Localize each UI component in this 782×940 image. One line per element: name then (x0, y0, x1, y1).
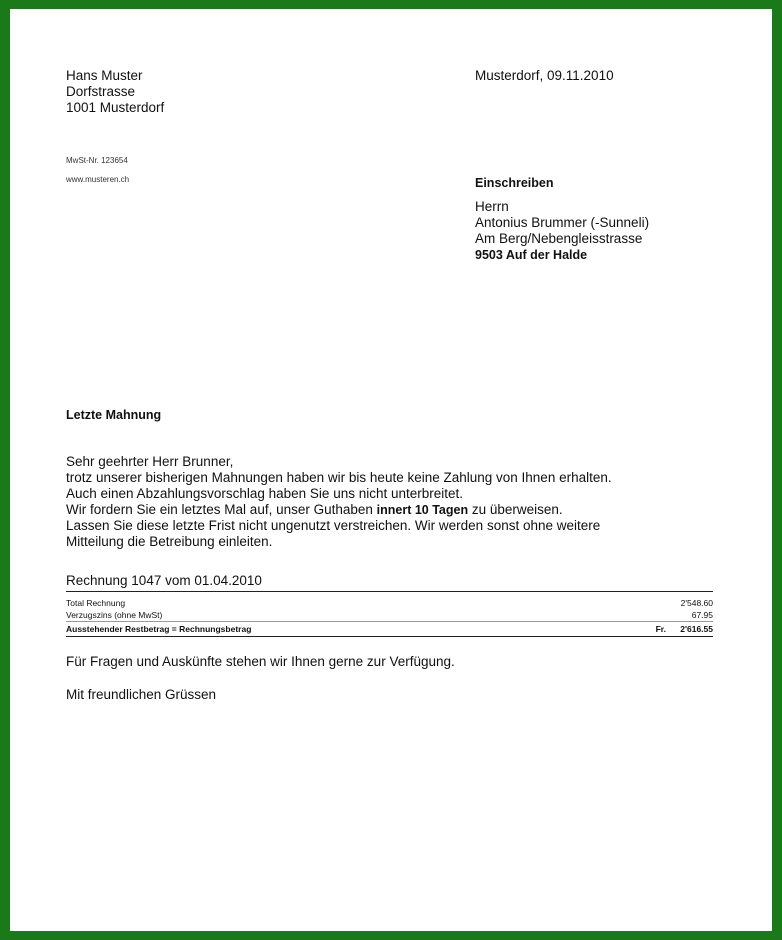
sender-street: Dorfstrasse (66, 84, 136, 99)
invoice-row-value: 67.95 (691, 610, 713, 620)
body-greeting: Sehr geehrter Herr Brunner, (66, 454, 234, 469)
sender-website: www.musteren.ch (66, 175, 130, 184)
deadline-emphasis: innert 10 Tagen (376, 503, 469, 517)
body-line-5: Mitteilung die Betreibung einleiten. (66, 534, 273, 549)
invoice-row-value: 2'548.60 (680, 598, 713, 608)
letter-page (10, 9, 772, 931)
closing-questions: Für Fragen und Auskünfte stehen wir Ihnen gerne zur Verfügung. (66, 654, 455, 669)
sender-name: Hans Muster (66, 68, 143, 83)
invoice-bottom-rule (66, 636, 713, 637)
invoice-total-label: Ausstehender Restbetrag = Rechnungsbetrag (66, 624, 252, 634)
invoice-top-rule (66, 591, 713, 592)
invoice-row-label: Total Rechnung (66, 598, 126, 608)
body-line-3-post: zu überweisen. (468, 502, 563, 517)
closing-regards: Mit freundlichen Grüssen (66, 687, 217, 702)
body-line-1: trotz unserer bisherigen Mahnungen haben wir bis heute keine Zahlung von Ihnen erhalten. (66, 470, 612, 485)
body-line-3 (66, 502, 563, 518)
sender-vat-number: MwSt-Nr. 123654 (66, 156, 128, 165)
recipient-salutation: Herrn (475, 199, 509, 214)
invoice-total-row (66, 623, 713, 635)
body-line-3-pre: Wir fordern Sie ein letztes Mal auf, unser Guthaben (66, 502, 377, 517)
subject-line: Letzte Mahnung (66, 408, 162, 422)
invoice-total-currency: Fr. (655, 624, 666, 634)
invoice-row-label: Verzugszins (ohne MwSt) (66, 610, 163, 620)
recipient-city: 9503 Auf der Halde (475, 248, 588, 262)
invoice-mid-rule (66, 621, 713, 622)
recipient-street: Am Berg/Nebengleisstrasse (475, 231, 643, 246)
invoice-row (66, 597, 713, 609)
invoice-total-value: 2'616.55 (680, 624, 713, 634)
invoice-row (66, 609, 713, 621)
sender-city: 1001 Musterdorf (66, 100, 165, 115)
body-line-4: Lassen Sie diese letzte Frist nicht ungenutzt verstreichen. Wir werden sonst ohne weitere (66, 518, 601, 533)
date-line: Musterdorf, 09.11.2010 (475, 68, 614, 83)
delivery-method: Einschreiben (475, 176, 554, 190)
body-line-2: Auch einen Abzahlungsvorschlag haben Sie uns nicht unterbreitet. (66, 486, 464, 501)
recipient-name: Antonius Brummer (-Sunneli) (475, 215, 650, 230)
invoice-title: Rechnung 1047 vom 01.04.2010 (66, 573, 262, 588)
